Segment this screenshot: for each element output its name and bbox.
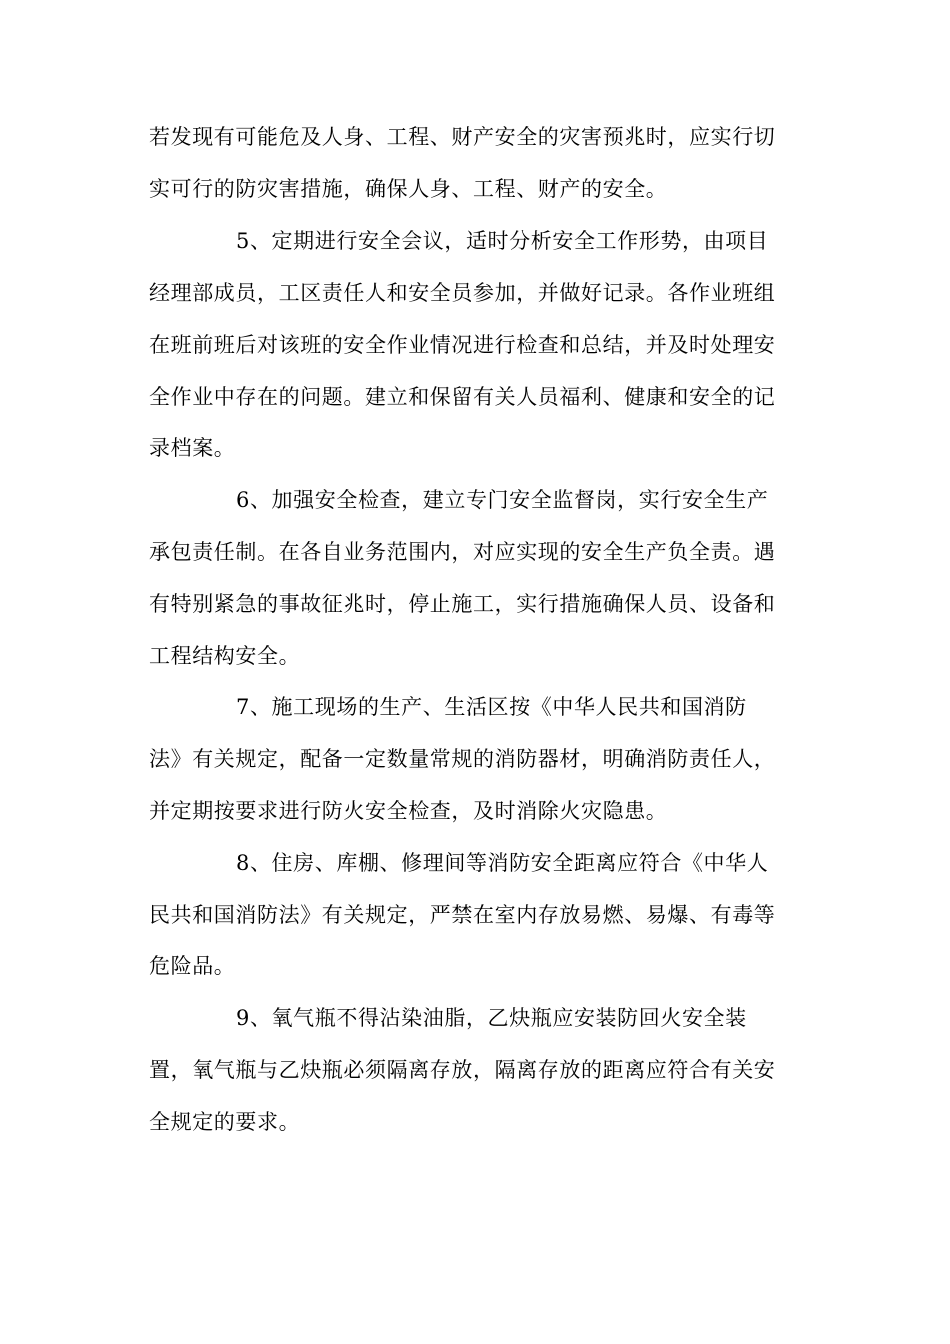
paragraph-line: 实可行的防灾害措施，确保人身、工程、财产的安全。 [149, 177, 668, 201]
paragraph-line: 录档案。 [149, 436, 236, 460]
paragraph-line: 置，氧气瓶与乙炔瓶必须隔离存放，隔离存放的距离应符合有关安 [149, 1058, 776, 1082]
paragraph-line: 全作业中存在的问题。建立和保留有关人员福利、健康和安全的记 [149, 385, 776, 409]
paragraph-line: 5、定期进行安全会议，适时分析安全工作形势，由项目 [236, 229, 769, 253]
paragraph-line: 在班前班后对该班的安全作业情况进行检查和总结，并及时处理安 [149, 333, 776, 357]
paragraph-line: 全规定的要求。 [149, 1110, 301, 1134]
paragraph-line: 民共和国消防法》有关规定，严禁在室内存放易燃、易爆、有毒等 [149, 903, 776, 927]
paragraph-line: 工程结构安全。 [149, 644, 301, 668]
paragraph-line: 若发现有可能危及人身、工程、财产安全的灾害预兆时，应实行切 [149, 125, 776, 149]
paragraph-line: 危险品。 [149, 954, 236, 978]
paragraph-line: 承包责任制。在各自业务范围内，对应实现的安全生产负全责。遇 [149, 540, 776, 564]
paragraph-line: 9、氧气瓶不得沾染油脂，乙炔瓶应安装防回火安全装 [236, 1006, 747, 1030]
paragraph-line: 经理部成员，工区责任人和安全员参加，并做好记录。各作业班组 [149, 281, 776, 305]
paragraph-line: 并定期按要求进行防火安全检查，及时消除火灾隐患。 [149, 799, 668, 823]
paragraph-line: 8、住房、库棚、修理间等消防安全距离应符合《中华人 [236, 851, 769, 875]
paragraph-line: 法》有关规定，配备一定数量常规的消防器材，明确消防责任人， [149, 747, 776, 771]
paragraph-line: 6、加强安全检查，建立专门安全监督岗，实行安全生产 [236, 488, 769, 512]
paragraph-line: 7、施工现场的生产、生活区按《中华人民共和国消防 [236, 695, 747, 719]
paragraph-line: 有特别紧急的事故征兆时，停止施工，实行措施确保人员、设备和 [149, 592, 776, 616]
